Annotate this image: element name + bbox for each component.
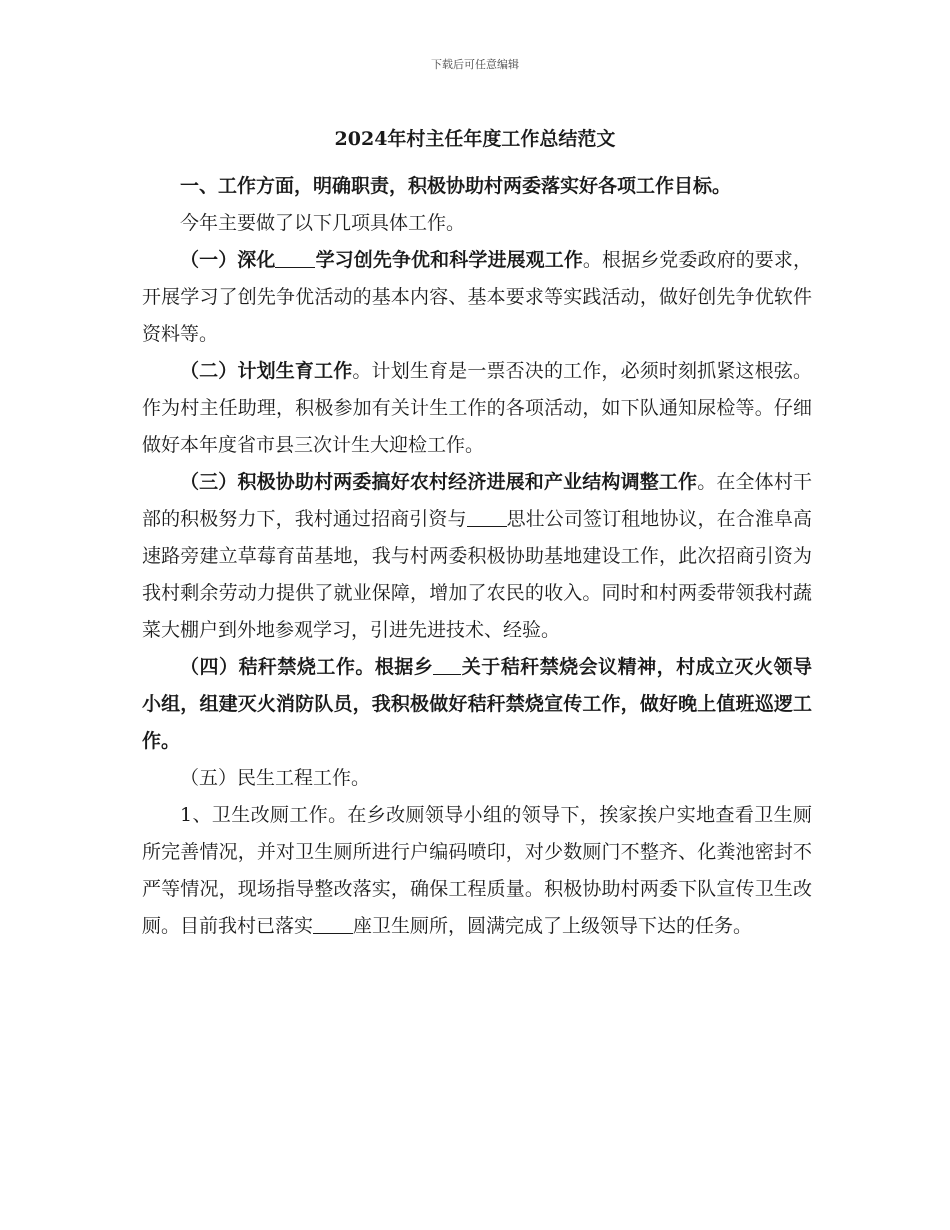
item3-paragraph xyxy=(142,464,812,649)
item4-paragraph xyxy=(142,649,812,760)
fill-blank xyxy=(275,248,315,268)
sub1-heading: 1、卫生改厕工作 xyxy=(180,804,329,826)
fill-blank xyxy=(313,914,353,934)
item3-heading: （三）积极协助村两委搞好农村经济进展和产业结构调整工作 xyxy=(180,471,698,493)
item5-heading: （五）民生工程工作。 xyxy=(180,767,371,789)
section1-heading: 一、工作方面，明确职责，积极协助村两委落实好各项工作目标。 xyxy=(180,175,732,197)
item2-heading: （二）计划生育工作 xyxy=(180,360,353,382)
document-body xyxy=(142,168,812,945)
item4-text-b: 关于秸秆禁烧会议精神，村成立灭火领导小组，组建灭火消防队员，我积极做好秸秆禁烧宣传工作，做好晚上值班巡逻工作。 xyxy=(142,656,812,752)
item1-heading-a: （一）深化 xyxy=(180,249,276,271)
item1-heading-b: 学习创先争优和科学进展观工作 xyxy=(315,249,583,271)
item1-paragraph xyxy=(142,242,812,353)
sub1-paragraph xyxy=(142,797,812,945)
item1-text: 。根据乡党委政府的要求，开展学习了创先争优活动的基本内容、基本要求等实践活动，做好创先争优软件资料等。 xyxy=(142,249,812,345)
fill-blank xyxy=(467,507,507,527)
intro-paragraph: 今年主要做了以下几项具体工作。 xyxy=(180,212,466,234)
page-title: 2024年村主任年度工作总结范文 xyxy=(334,128,616,150)
item2-paragraph xyxy=(142,353,812,464)
header-note: 下载后可任意编辑 xyxy=(431,58,519,71)
item5-paragraph xyxy=(142,760,812,797)
item3-text-a: 。在全体村干部的积极努力下，我村通过招商引资与 xyxy=(142,471,812,530)
item2-text: 。计划生育是一票否决的工作，必须时刻抓紧这根弦。作为村主任助理，积极参加有关计生工作的各项活动，如下队通知尿检等。仔细做好本年度省市县三次计生大迎检工作。 xyxy=(142,360,812,456)
item4-text-a: （四）秸秆禁烧工作。根据乡 xyxy=(180,656,434,678)
item3-text-b: 思壮公司签订租地协议，在合淮阜高速路旁建立草莓育苗基地，我与村两委积极协助基地建设工作，此次招商引资为我村剩余劳动力提供了就业保障，增加了农民的收入。同时和村两委带领我村蔬菜大棚户到外地参观学习，引进先进技术、经验。 xyxy=(142,508,812,641)
sub1-text-b: 座卫生厕所，圆满完成了上级领导下达的任务。 xyxy=(353,915,753,937)
sub1-text-a: 。在乡改厕领导小组的领导下，挨家挨户实地查看卫生厕所完善情况，并对卫生厕所进行户编码喷印，对少数厕门不整齐、化粪池密封不严等情况，现场指导整改落实，确保工程质量。积极协助村两委下队宣传卫生改厕。目前我村已落实 xyxy=(142,804,812,937)
fill-blank xyxy=(433,655,461,675)
